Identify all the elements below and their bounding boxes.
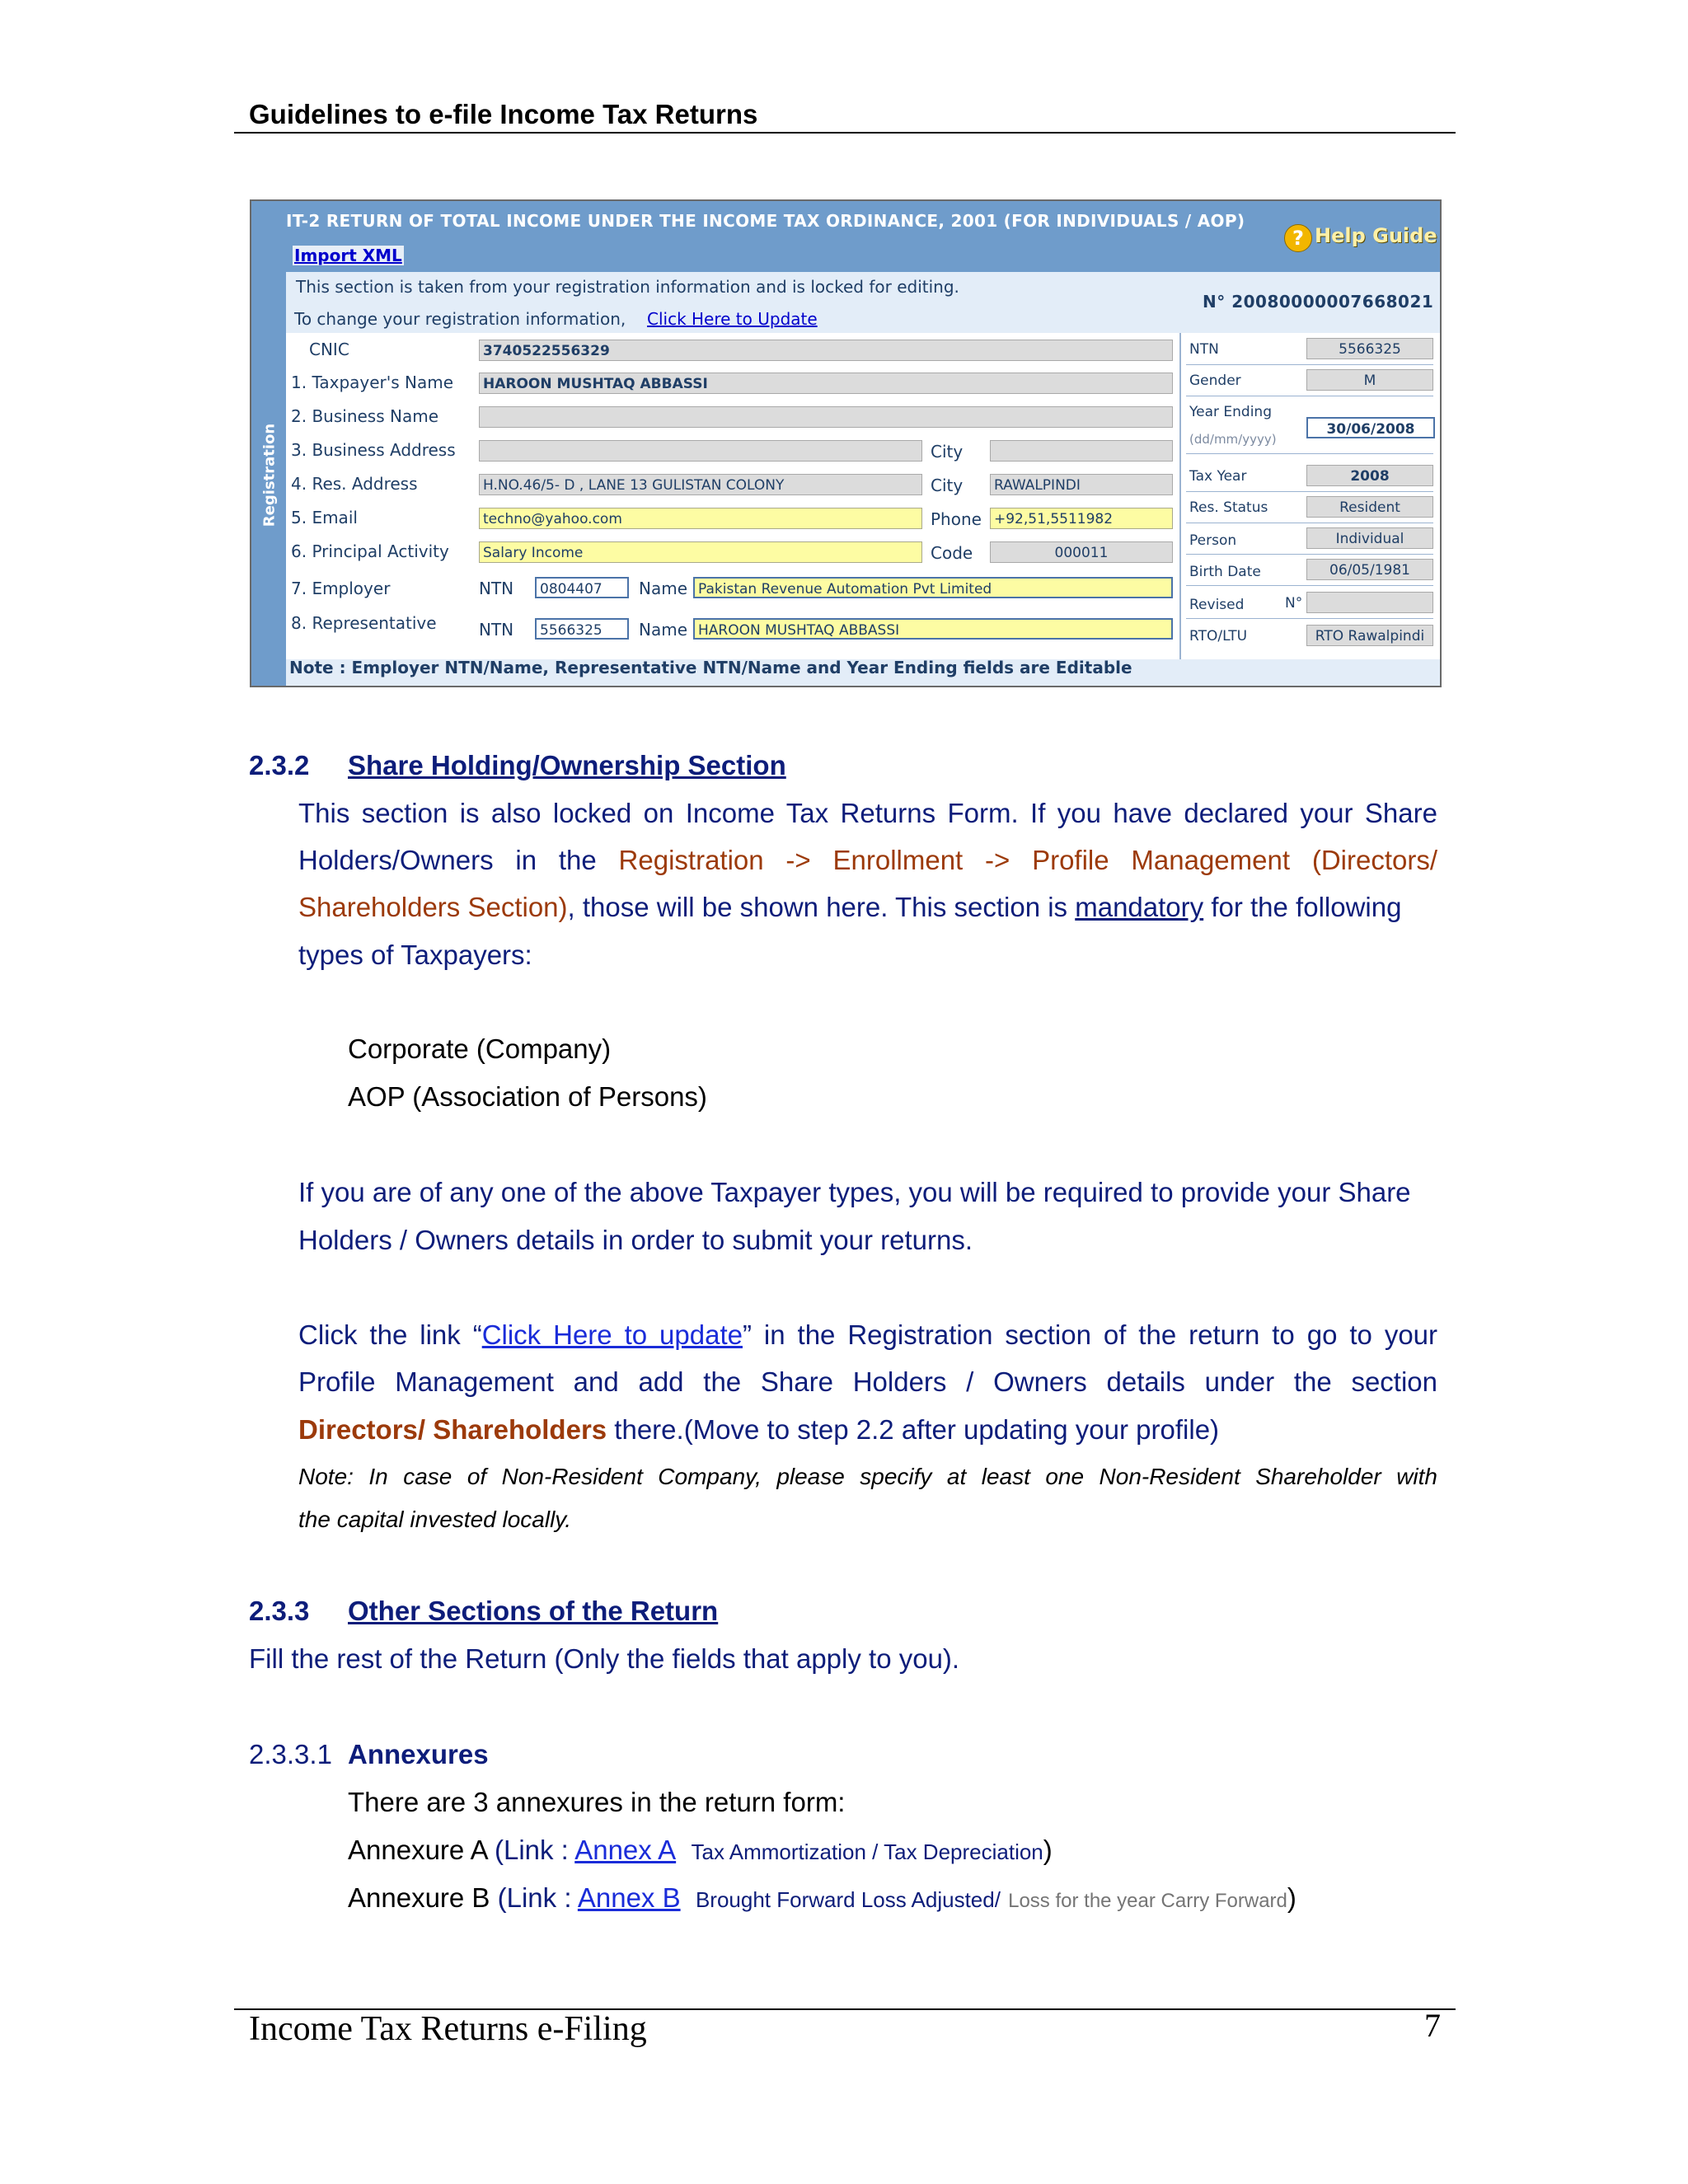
- gender-label: Gender: [1189, 373, 1241, 389]
- registration-form-screenshot: [250, 199, 1442, 687]
- year-ending-field[interactable]: 30/06/2008: [1306, 417, 1435, 438]
- person-field[interactable]: Individual: [1306, 527, 1433, 549]
- page-header-title: Guidelines to e-file Income Tax Returns: [249, 99, 758, 129]
- rep-ntn-field[interactable]: 5566325: [535, 618, 629, 640]
- paragraph-line: types of Taxpayers:: [298, 940, 532, 970]
- tax-year-field[interactable]: 2008: [1306, 465, 1433, 486]
- year-ending-label: Year Ending: [1189, 404, 1272, 420]
- annex-b-description: Brought Forward Loss Adjusted/: [695, 1887, 1001, 1912]
- annex-a-link[interactable]: Annex A: [574, 1835, 677, 1865]
- activity-code-field[interactable]: 000011: [990, 541, 1173, 563]
- ntn-label: NTN: [1189, 341, 1219, 358]
- section-number: 2.3.3.1: [249, 1739, 332, 1769]
- annexure-a-label: Annexure A: [348, 1835, 487, 1865]
- annexure-b-line: [348, 1882, 1296, 1914]
- principal-activity-field[interactable]: Salary Income: [479, 541, 922, 563]
- principal-activity-label: 6. Principal Activity: [291, 541, 449, 561]
- employer-label: 7. Employer: [291, 579, 391, 598]
- email-label: 5. Email: [291, 508, 358, 527]
- header-rule: [234, 132, 1456, 134]
- taxpayer-type-item: Corporate (Company): [348, 1033, 612, 1064]
- return-number: N° 20080000007668021: [1203, 292, 1434, 312]
- annex-a-description: Tax Ammortization / Tax Depreciation: [691, 1840, 1043, 1864]
- locked-info-text: This section is taken from your registration information and is locked for editing.: [296, 277, 959, 297]
- res-city-field[interactable]: RAWALPINDI: [990, 474, 1173, 495]
- form-note: Note : Employer NTN/Name, Representative NTN/Name and Year Ending fields are Editable: [289, 658, 1132, 677]
- email-field[interactable]: techno@yahoo.com: [479, 508, 922, 529]
- link-open-text: (Link :: [494, 1835, 569, 1865]
- registration-path-text: Shareholders Section): [298, 892, 568, 922]
- footer-title: Income Tax Returns e-Filing: [249, 2010, 647, 2048]
- taxpayer-name-label: 1. Taxpayer's Name: [291, 373, 454, 392]
- tax-year-label: Tax Year: [1189, 468, 1247, 485]
- rto-field[interactable]: RTO Rawalpindi: [1306, 625, 1433, 646]
- rep-name-label: Name: [639, 620, 688, 640]
- res-address-label: 4. Res. Address: [291, 474, 418, 494]
- section-number: 2.3.2: [249, 750, 310, 780]
- text-span: there.(Move to step 2.2 after updating your profile): [607, 1414, 1220, 1445]
- rep-name-field[interactable]: HAROON MUSHTAQ ABBASSI: [693, 618, 1173, 640]
- text-span: Holders/Owners in the: [298, 845, 597, 875]
- employer-name-label: Name: [639, 579, 688, 598]
- section-heading: Share Holding/Ownership Section: [348, 750, 786, 780]
- note-line: Note: In case of Non-Resident Company, please specify at least one Non-Resident Shareholder with: [298, 1464, 1437, 1489]
- birth-date-field[interactable]: 06/05/1981: [1306, 559, 1433, 580]
- taxpayer-type-item: AOP (Association of Persons): [348, 1081, 707, 1112]
- text-span: ” in the Registration section of the return to go to your: [742, 1319, 1438, 1350]
- paragraph-line: [298, 845, 1437, 876]
- employer-name-field[interactable]: Pakistan Revenue Automation Pvt Limited: [693, 577, 1173, 598]
- business-name-label: 2. Business Name: [291, 406, 438, 426]
- phone-field[interactable]: +92,51,5511982: [990, 508, 1173, 529]
- click-here-to-update-link[interactable]: Click Here to Update: [647, 309, 818, 329]
- representative-label: 8. Representative: [291, 613, 437, 633]
- paragraph-line: If you are of any one of the above Taxpayer types, you will be required to provide your Share: [298, 1177, 1411, 1207]
- paragraph-line: Profile Management and add the Share Holders / Owners details under the section: [298, 1366, 1437, 1397]
- gender-field[interactable]: M: [1306, 369, 1433, 391]
- paragraph-line: Holders / Owners details in order to submit your returns.: [298, 1225, 973, 1255]
- click-here-to-update-link[interactable]: Click Here to update: [481, 1319, 743, 1350]
- right-separator: [1186, 554, 1433, 555]
- link-close-text: ): [1287, 1882, 1296, 1913]
- res-status-field[interactable]: Resident: [1306, 496, 1433, 518]
- change-info-text: To change your registration information,: [294, 309, 626, 329]
- text-span: Click the link “: [298, 1319, 482, 1350]
- note-line: the capital invested locally.: [298, 1507, 571, 1532]
- link-close-text: ): [1043, 1835, 1053, 1865]
- employer-ntn-label: NTN: [479, 579, 514, 598]
- paragraph-line: There are 3 annexures in the return form:: [348, 1787, 846, 1817]
- registration-side-label: Registration: [260, 423, 279, 527]
- registration-path-text: Registration -> Enrollment -> Profile Management (Directors/: [618, 845, 1437, 875]
- directors-shareholders-text: Directors/ Shareholders: [298, 1414, 607, 1445]
- year-ending-hint: (dd/mm/yyyy): [1189, 432, 1277, 447]
- business-name-field[interactable]: [479, 406, 1173, 428]
- link-open-text: (Link :: [497, 1882, 572, 1913]
- text-span: for the following: [1211, 892, 1402, 922]
- form-title: IT-2 RETURN OF TOTAL INCOME UNDER THE INCOME TAX ORDINANCE, 2001 (FOR INDIVIDUALS / AOP): [286, 211, 1245, 231]
- res-city-label: City: [931, 476, 964, 495]
- section-heading: Annexures: [348, 1739, 489, 1769]
- paragraph-line: [298, 1319, 1437, 1351]
- business-city-field[interactable]: [990, 440, 1173, 462]
- birth-date-label: Birth Date: [1189, 564, 1261, 580]
- res-status-label: Res. Status: [1189, 499, 1268, 516]
- paragraph-line: [298, 892, 1437, 923]
- code-label: Code: [931, 543, 973, 563]
- revised-no-label: N°: [1285, 595, 1303, 612]
- rto-label: RTO/LTU: [1189, 628, 1248, 644]
- rep-ntn-label: NTN: [479, 620, 514, 640]
- right-separator: [1186, 491, 1433, 492]
- business-address-field[interactable]: [479, 440, 922, 462]
- section-number: 2.3.3: [249, 1596, 310, 1626]
- taxpayer-name-field[interactable]: HAROON MUSHTAQ ABBASSI: [479, 373, 1173, 394]
- revised-field[interactable]: [1306, 592, 1433, 613]
- text-span: , those will be shown here. This section is: [567, 892, 1068, 922]
- revised-label: Revised: [1189, 597, 1245, 613]
- help-icon[interactable]: ?: [1284, 224, 1312, 252]
- cnic-label: CNIC: [309, 340, 349, 359]
- paragraph-line: Fill the rest of the Return (Only the fields that apply to you).: [249, 1643, 960, 1674]
- mandatory-text: mandatory: [1075, 892, 1204, 922]
- right-separator: [1186, 364, 1433, 365]
- annexure-b-label: Annexure B: [348, 1882, 490, 1913]
- right-separator: [1186, 618, 1433, 619]
- help-guide-link[interactable]: Help Guide: [1315, 224, 1437, 247]
- res-address-field[interactable]: H.NO.46/5- D , LANE 13 GULISTAN COLONY: [479, 474, 922, 495]
- business-city-label: City: [931, 442, 964, 462]
- right-separator: [1186, 585, 1433, 586]
- cnic-field[interactable]: 3740522556329: [479, 340, 1173, 361]
- phone-label: Phone: [931, 509, 982, 529]
- page-number: 7: [1424, 2007, 1441, 2044]
- paragraph-line: [298, 1414, 1219, 1446]
- person-label: Person: [1189, 532, 1237, 549]
- right-separator: [1186, 453, 1433, 454]
- ntn-field[interactable]: 5566325: [1306, 338, 1433, 359]
- annexure-a-line: [348, 1835, 1053, 1866]
- business-address-label: 3. Business Address: [291, 440, 456, 460]
- section-heading: Other Sections of the Return: [348, 1596, 719, 1626]
- import-xml-link[interactable]: Import XML: [294, 246, 402, 265]
- annex-b-description-extra: Loss for the year Carry Forward: [1008, 1890, 1287, 1912]
- employer-ntn-field[interactable]: 0804407: [535, 577, 629, 598]
- annex-b-link[interactable]: Annex B: [577, 1882, 681, 1913]
- paragraph-line: This section is also locked on Income Tax Returns Form. If you have declared your Share: [298, 798, 1437, 828]
